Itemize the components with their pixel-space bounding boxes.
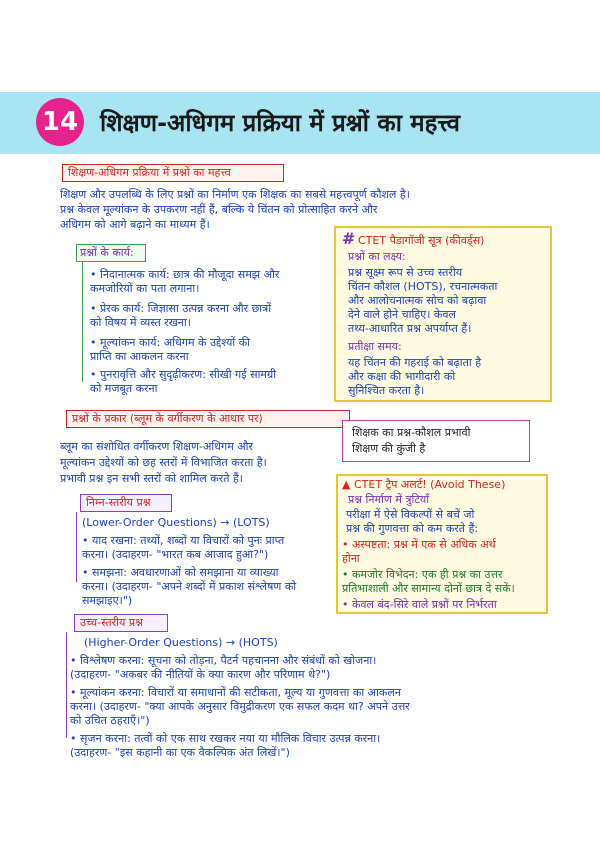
note1-answer-label: प्रतीक्षा समय: (348, 340, 402, 353)
function-item-motivational-cont: को विषय में व्यस्त रखना। (90, 316, 191, 329)
higher-item-evaluate-cont2: को उचित ठहराएँ।") (70, 714, 150, 727)
note2-line-7: • केवल बंद-सिरे वाले प्रश्नों पर निर्भरता (342, 598, 497, 611)
note1-goal-line-4: देने वाले होने चाहिए। केवल (348, 308, 456, 321)
lower-order-connector (76, 512, 77, 582)
function-item-revision: • पुनरावृत्ति और सुदृढ़ीकरण: सीखी गई सामग्री (90, 368, 277, 381)
note2-subtitle: प्रश्न निर्माण में त्रुटियाँ (348, 493, 430, 506)
section1-heading: शिक्षण-अधिगम प्रक्रिया में प्रश्नों का महत्त्व (68, 166, 231, 179)
section1-intro-line-2: प्रश्न केवल मूल्यांकन के उपकरण नहीं हैं, बल्कि ये चिंतन को प्रोत्साहित करने और (60, 203, 378, 216)
functions-connector (82, 262, 83, 382)
function-item-diagnostic-cont: कमजोरियों का पता लगाना। (90, 282, 200, 295)
higher-item-analyze: • विश्लेषण करना: सूचना को तोड़ना, पैटर्न पहचानना और संबंधों को खोजना। (70, 654, 377, 667)
higher-item-create: • सृजन करना: तत्वों को एक साथ रखकर नया या मौलिक विचार उत्पन्न करना। (70, 732, 381, 745)
lower-item-understand-cont2: समझाइए।") (82, 594, 133, 607)
note1-goal-label: प्रश्नों का लक्ष्य: (348, 250, 406, 263)
section2-intro-line-3: प्रभावी प्रश्न इन सभी स्तरों को शामिल करते हैं। (60, 472, 243, 485)
note1-goal-line-1: प्रश्न सूक्ष्म रूप से उच्च स्तरीय (348, 266, 463, 279)
higher-item-evaluate: • मूल्यांकन करना: विचारों या समाधानों की सटीकता, मूल्य या गुणवत्ता का आकलन (70, 686, 401, 699)
lower-item-remember-cont: करना। (उदाहरण- "भारत कब आजाद हुआ?") (82, 548, 269, 561)
note1-answer-line-3: सुनिश्चित करता है। (348, 384, 425, 397)
section2-intro-line-2: मूल्यांकन उद्देश्यों को छह स्तरों में विभाजित करता है। (60, 456, 267, 469)
note2-line-2: प्रश्न की गुणवत्ता को कम करते हैं: (346, 522, 479, 535)
note1-title: CTET पैडागॉजी सूत्र (कीवर्ड्स) (358, 234, 485, 247)
note2-title: CTET ट्रैप अलर्ट! (Avoid These) (354, 478, 506, 491)
lower-item-understand-cont: करना। (उदाहरण- "अपने शब्दों में प्रकाश संश्लेषण को (82, 580, 297, 593)
chapter-number-badge: 14 (36, 98, 84, 146)
note2-line-6: प्रतिभाशाली और सामान्य दोनों छात्र दे सकें। (342, 582, 515, 595)
hash-icon: # (342, 229, 356, 248)
note2-line-3: • अस्पष्टता: प्रश्न में एक से अधिक अर्थ (342, 538, 496, 551)
note1-goal-line-2: चिंतन कौशल (HOTS), रचनात्मकता (348, 280, 498, 293)
lower-order-heading: निम्न-स्तरीय प्रश्न (86, 496, 151, 509)
callout-line-2: शिक्षण की कुंजी है (352, 442, 426, 455)
function-item-revision-cont: को मजबूत करना (90, 382, 158, 395)
note1-goal-line-5: तथ्य-आधारित प्रश्न अपर्याप्त हैं। (348, 322, 472, 335)
higher-item-evaluate-cont: करना। (उदाहरण- "क्या आपके अनुसार विमुद्रीकरण एक सफल कदम था? अपने उत्तर (70, 700, 410, 713)
callout-line-1: शिक्षक का प्रश्न-कौशल प्रभावी (352, 426, 471, 439)
lower-item-remember: • याद रखना: तथ्यों, शब्दों या विचारों को पुनः प्राप्त (82, 534, 285, 547)
higher-item-create-cont: (उदाहरण- "इस कहानी का एक वैकल्पिक अंत लिखें।") (70, 746, 290, 759)
note1-answer-line-1: यह चिंतन की गहराई को बढ़ाता है (348, 356, 482, 369)
section2-heading: प्रश्नों के प्रकार (ब्लूम के वर्गीकरण के आधार पर) (72, 412, 263, 425)
warning-triangle-icon: ▲ (342, 478, 351, 491)
note2-line-1: परीक्षा में ऐसे विकल्पों से बचें जो (346, 508, 475, 521)
lower-order-subtitle: (Lower-Order Questions) → (LOTS) (82, 516, 270, 529)
higher-order-heading: उच्च-स्तरीय प्रश्न (80, 616, 143, 629)
function-item-motivational: • प्रेरक कार्य: जिज्ञासा उत्पन्न करना और छात्रों (90, 302, 272, 315)
function-item-evaluation: • मूल्यांकन कार्य: अधिगम के उद्देश्यों की (90, 336, 251, 349)
note2-line-4: होना (342, 552, 360, 565)
function-item-diagnostic: • निदानात्मक कार्य: छात्र की मौजूदा समझ और (90, 268, 280, 281)
section2-intro-line-1: ब्लूम का संशोधित वर्गीकरण शिक्षण-अधिगम और (60, 440, 254, 453)
section1-intro-line-1: शिक्षण और उपलब्धि के लिए प्रश्नों का निर्माण एक शिक्षक का सबसे महत्त्वपूर्ण कौशल है। (60, 188, 410, 201)
function-item-evaluation-cont: प्राप्ति का आकलन करना (90, 350, 189, 363)
higher-order-connector (66, 632, 67, 738)
note1-answer-line-2: और कक्षा की भागीदारी को (348, 370, 456, 383)
page-title: शिक्षण-अधिगम प्रक्रिया में प्रश्नों का महत्त्व (100, 109, 460, 137)
note1-goal-line-3: और आलोचनात्मक सोच को बढ़ावा (348, 294, 487, 307)
note2-line-5: • कमजोर विभेदन: एक ही प्रश्न का उत्तर (342, 568, 503, 581)
section1-intro-line-3: अधिगम को आगे बढ़ाने का माध्यम हैं। (60, 218, 210, 231)
higher-order-subtitle: (Higher-Order Questions) → (HOTS) (84, 636, 278, 649)
functions-heading: प्रश्नों के कार्य: (80, 246, 134, 259)
higher-item-analyze-cont: (उदाहरण- "अकबर की नीतियों के क्या कारण और परिणाम थे?") (70, 668, 331, 681)
lower-item-understand: • समझना: अवधारणाओं को समझाना या व्याख्या (82, 566, 279, 579)
